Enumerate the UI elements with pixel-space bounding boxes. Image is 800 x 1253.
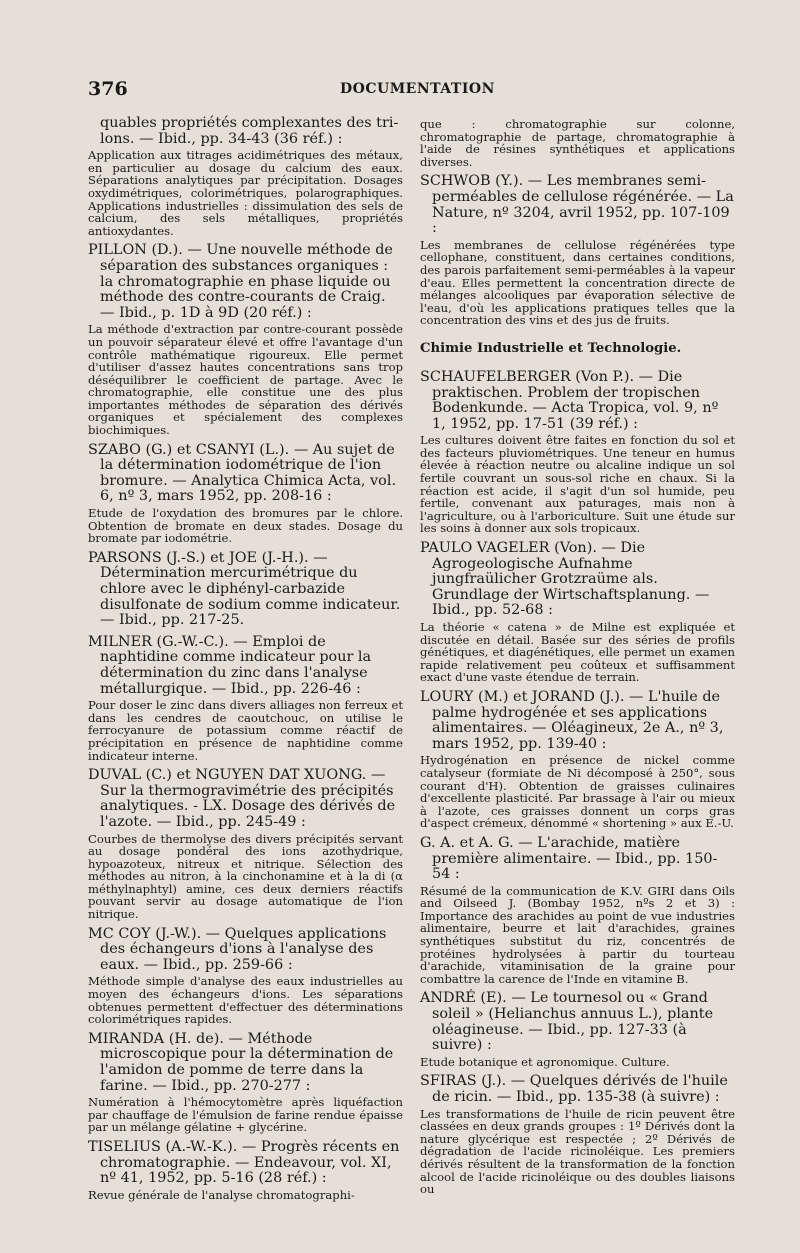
citation: PILLON (D.). — Une nouvelle méthode de séparation des substances organiques : la chromatographie en phase liquide ou méthode des contre-courants de Craig. — Ibid., p. 1D à 9D (20 réf.) : <box>88 242 393 321</box>
left-column <box>88 116 403 1207</box>
abstract: Résumé de la communication de K.V. GIRI dans Oils and Oilseed J. (Bombay 1952, nºs 2 et 3) : Importance des arachides au point de vue industries alimentaire, beurre et lait d'arachides, graines synthétiques substitut du riz, concentrés de protéines hydrolysées à partir du tourteau d'arachide, vitaminisation de la graine pour combattre la carence de l'Inde en vitamine B. <box>420 883 735 986</box>
bibliography-entry <box>420 690 735 830</box>
citation: MILNER (G.-W.-C.). — Emploi de naphtidine comme indicateur pour la détermination du zinc dans l'analyse métallurgique. — Ibid., pp. 226-46 : <box>88 633 372 697</box>
abstract: Les membranes de cellulose régénérées type cellophane, constituent, dans certaines conditions, des parois parfaitement semi-perméables à la vapeur d'eau. Elles permettent la concentration directe de mélanges alcooliques par évaporation sélective de l'eau, d'où les applications pratiques telles que la concentration des vins et des jus de fruits. <box>420 237 735 328</box>
page-header <box>88 78 740 102</box>
bibliography-entry <box>420 370 735 535</box>
abstract: La théorie « catena » de Milne est expliquée et discutée en détail. Basée sur des séries de profils génétiques, et diagénétiques, elle permet un examen rapide relativement peu coûteux et suffisamment exact d'une vaste étendue de terrain. <box>420 620 735 685</box>
citation: DUVAL (C.) et NGUYEN DAT XUONG. — Sur la thermogravimétrie des précipités analytiques. - LX. Dosage des dérivés de l'azote. — Ibid., pp. 245-49 : <box>88 767 396 830</box>
abstract: Les cultures doivent être faites en fonction du sol et des facteurs pluviométriques. Une teneur en humus élevée à réaction neutre ou alcaline indique un sol fertile couvrant un sous-sol riche en chaux. Si la réaction est acide, il s'agit d'un sol humide, peu fertile, convenant aux paturages, mais non à l'agriculture, ou à l'arboriculture. Suit une étude sur les soins à donner aux sols tropicaux. <box>420 433 735 536</box>
citation: MIRANDA (H. de). — Méthode microscopique pour la détermination de l'amidon de pomme de terre dans la farine. — Ibid., pp. 270-277 : <box>88 1030 394 1094</box>
bibliography-entry <box>88 551 403 629</box>
bibliography-entry <box>420 174 735 327</box>
abstract: Application aux titrages acidimétriques des métaux, en particulier au dosage du calcium des eaux. Séparations analytiques par précipitation. Dosages oxydimétriques, colorimétriques, polarographiques. Applications industrielles : dissimulation des sels de calcium, des sels métalliques, propriétés antioxydantes. <box>88 148 403 238</box>
abstract: Revue générale de l'analyse chromatographi- <box>88 1187 355 1202</box>
abstract: que : chromatographie sur colonne, chromatographie de partage, chromatographie à l'aide de résines synthétiques et applications diverses. <box>420 117 735 169</box>
citation: ANDRÉ (E). — Le tournesol ou « Grand soleil » (Helianchus annuus L.), plante oléagineuse. — Ibid., pp. 127-33 (à suivre) : <box>420 990 714 1054</box>
bibliography-entry <box>88 243 403 436</box>
bibliography-entry <box>420 836 735 986</box>
abstract: La méthode d'extraction par contre-courant possède un pouvoir séparateur élevé et offre l'avantage d'un contrôle mathématique rigoureux. Elle permet d'utiliser d'assez hautes concentrations sans trop déséquilibrer le coefficient de partage. Avec le chromatographie, elle constitue une des plus importantes méthodes de séparation des dérivés organiques et spécialement des complexes biochimiques. <box>88 322 403 438</box>
bibliography-entry <box>420 118 735 168</box>
citation: LOURY (M.) et JORAND (J.). — L'huile de palme hydrogénée et ses applications alimentaires. — Oléagineux, 2e A., nº 3, mars 1952, pp. 139-40 : <box>420 688 724 752</box>
section-heading: Chimie Industrielle et Technologie. <box>420 340 682 356</box>
bibliography-entry <box>88 116 403 237</box>
bibliography-entry <box>88 443 403 545</box>
citation: SCHAUFELBERGER (Von P.). — Die praktischen. Problem der tropischen Bodenkunde. — Acta Tropica, vol. 9, nº 1, 1952, pp. 17-51 (39 réf.) : <box>420 368 719 432</box>
bibliography-entry <box>88 927 403 1026</box>
abstract: Etude botanique et agronomique. Culture. <box>420 1054 670 1069</box>
citation: TISELIUS (A.-W.-K.). — Progrès récents en chromatographie. — Endeavour, vol. XI, nº 41, 1952, pp. 5-16 (28 réf.) : <box>88 1138 400 1187</box>
abstract: Numération à l'hémocytomètre après liquéfaction par chauffage de l'émulsion de farine rendue épaisse par un mélange gélatine + glycérine. <box>88 1095 403 1135</box>
bibliography-entry <box>88 635 403 762</box>
abstract: Courbes de thermolyse des divers précipités servant au dosage pondéral des ions azothydrique, hypoazoteux, nitreux et nitrique. Sélection des méthodes au nitron, à la cinchonamine et à la di (α méthylnaphtyl) amine, ces deux derniers réactifs pouvant servir au dosage automatique de l'ion nitrique. <box>88 831 403 922</box>
citation: PAULO VAGELER (Von). — Die Agrogeologische Aufnahme jungfraülicher Grotzraüme als. Grundlage der Wirtschaftsplanung. — Ibid., pp. 52-68 : <box>420 540 710 619</box>
bibliography-entry <box>420 541 735 684</box>
bibliography-entry <box>420 991 735 1068</box>
citation: SZABO (G.) et CSANYI (L.). — Au sujet de la détermination iodométrique de l'ion bromure. — Analytica Chimica Acta, vol. 6, nº 3, mars 1952, pp. 208-16 : <box>88 441 397 505</box>
bibliography-entry <box>88 768 403 921</box>
abstract: Etude de l'oxydation des bromures par le chlore. Obtention de bromate en deux stades. Dosage du bromate par iodométrie. <box>88 506 403 546</box>
abstract: Méthode simple d'analyse des eaux industrielles au moyen des échangeurs d'ions. Les séparations obtenues permettent d'effectuer des déterminations colorimétriques rapides. <box>88 974 403 1027</box>
abstract: Les transformations de l'huile de ricin peuvent être classées en deux grands groupes : 1º Dérivés dont la nature glycérique est respectée ; 2º Dérivés de dégradation de l'acide ricinoléique. Les premiers dérivés résultent de la transformation de la fonction alcool de l'acide ricinoléique ou des doubles liaisons ou <box>420 1106 735 1197</box>
citation: SCHWOB (Y.). — Les membranes semi-perméables de cellulose régénérée. — La Nature, nº 3204, avril 1952, pp. 107-109 : <box>420 173 734 237</box>
bibliography-entry <box>88 1140 403 1201</box>
citation: PARSONS (J.-S.) et JOE (J.-H.). — Détermination mercurimétrique du chlore avec le diphényl-carbazide disulfonate de sodium comme indicateur. — Ibid., pp. 217-25. <box>88 549 401 629</box>
bibliography-entry <box>420 1074 735 1195</box>
page-number: 376 <box>88 78 128 100</box>
right-column <box>420 116 735 1202</box>
abstract: Hydrogénation en présence de nickel comme catalyseur (formiate de Ni décomposé à 250°, sous courant d'H). Obtention de graisses culinaires d'excellente plasticité. Par brassage à l'air ou mieux à l'azote, ces graisses donnent un corps gras d'aspect crémeux, dénommé « shortening » aux E.-U. <box>420 753 735 831</box>
abstract: Pour doser le zinc dans divers alliages non ferreux et dans les cendres de caoutchouc, on utilise le ferrocyanure de potassium comme réactif de précipitation en présence de naphtidine comme indicateur interne. <box>88 698 403 763</box>
citation: G. A. et A. G. — L'arachide, matière première alimentaire. — Ibid., pp. 150-54 : <box>420 834 718 883</box>
bibliography-entry <box>88 1032 403 1134</box>
running-title: DOCUMENTATION <box>340 81 495 97</box>
citation: quables propriétés complexantes des tri- lons. — Ibid., pp. 34-43 (36 réf.) : <box>100 115 399 147</box>
citation: MC COY (J.-W.). — Quelques applications des échangeurs d'ions à l'analyse des eaux. — Ibid., pp. 259-66 : <box>88 925 387 973</box>
citation: SFIRAS (J.). — Quelques dérivés de l'huile de ricin. — Ibid., pp. 135-38 (à suivre) : <box>420 1073 728 1105</box>
